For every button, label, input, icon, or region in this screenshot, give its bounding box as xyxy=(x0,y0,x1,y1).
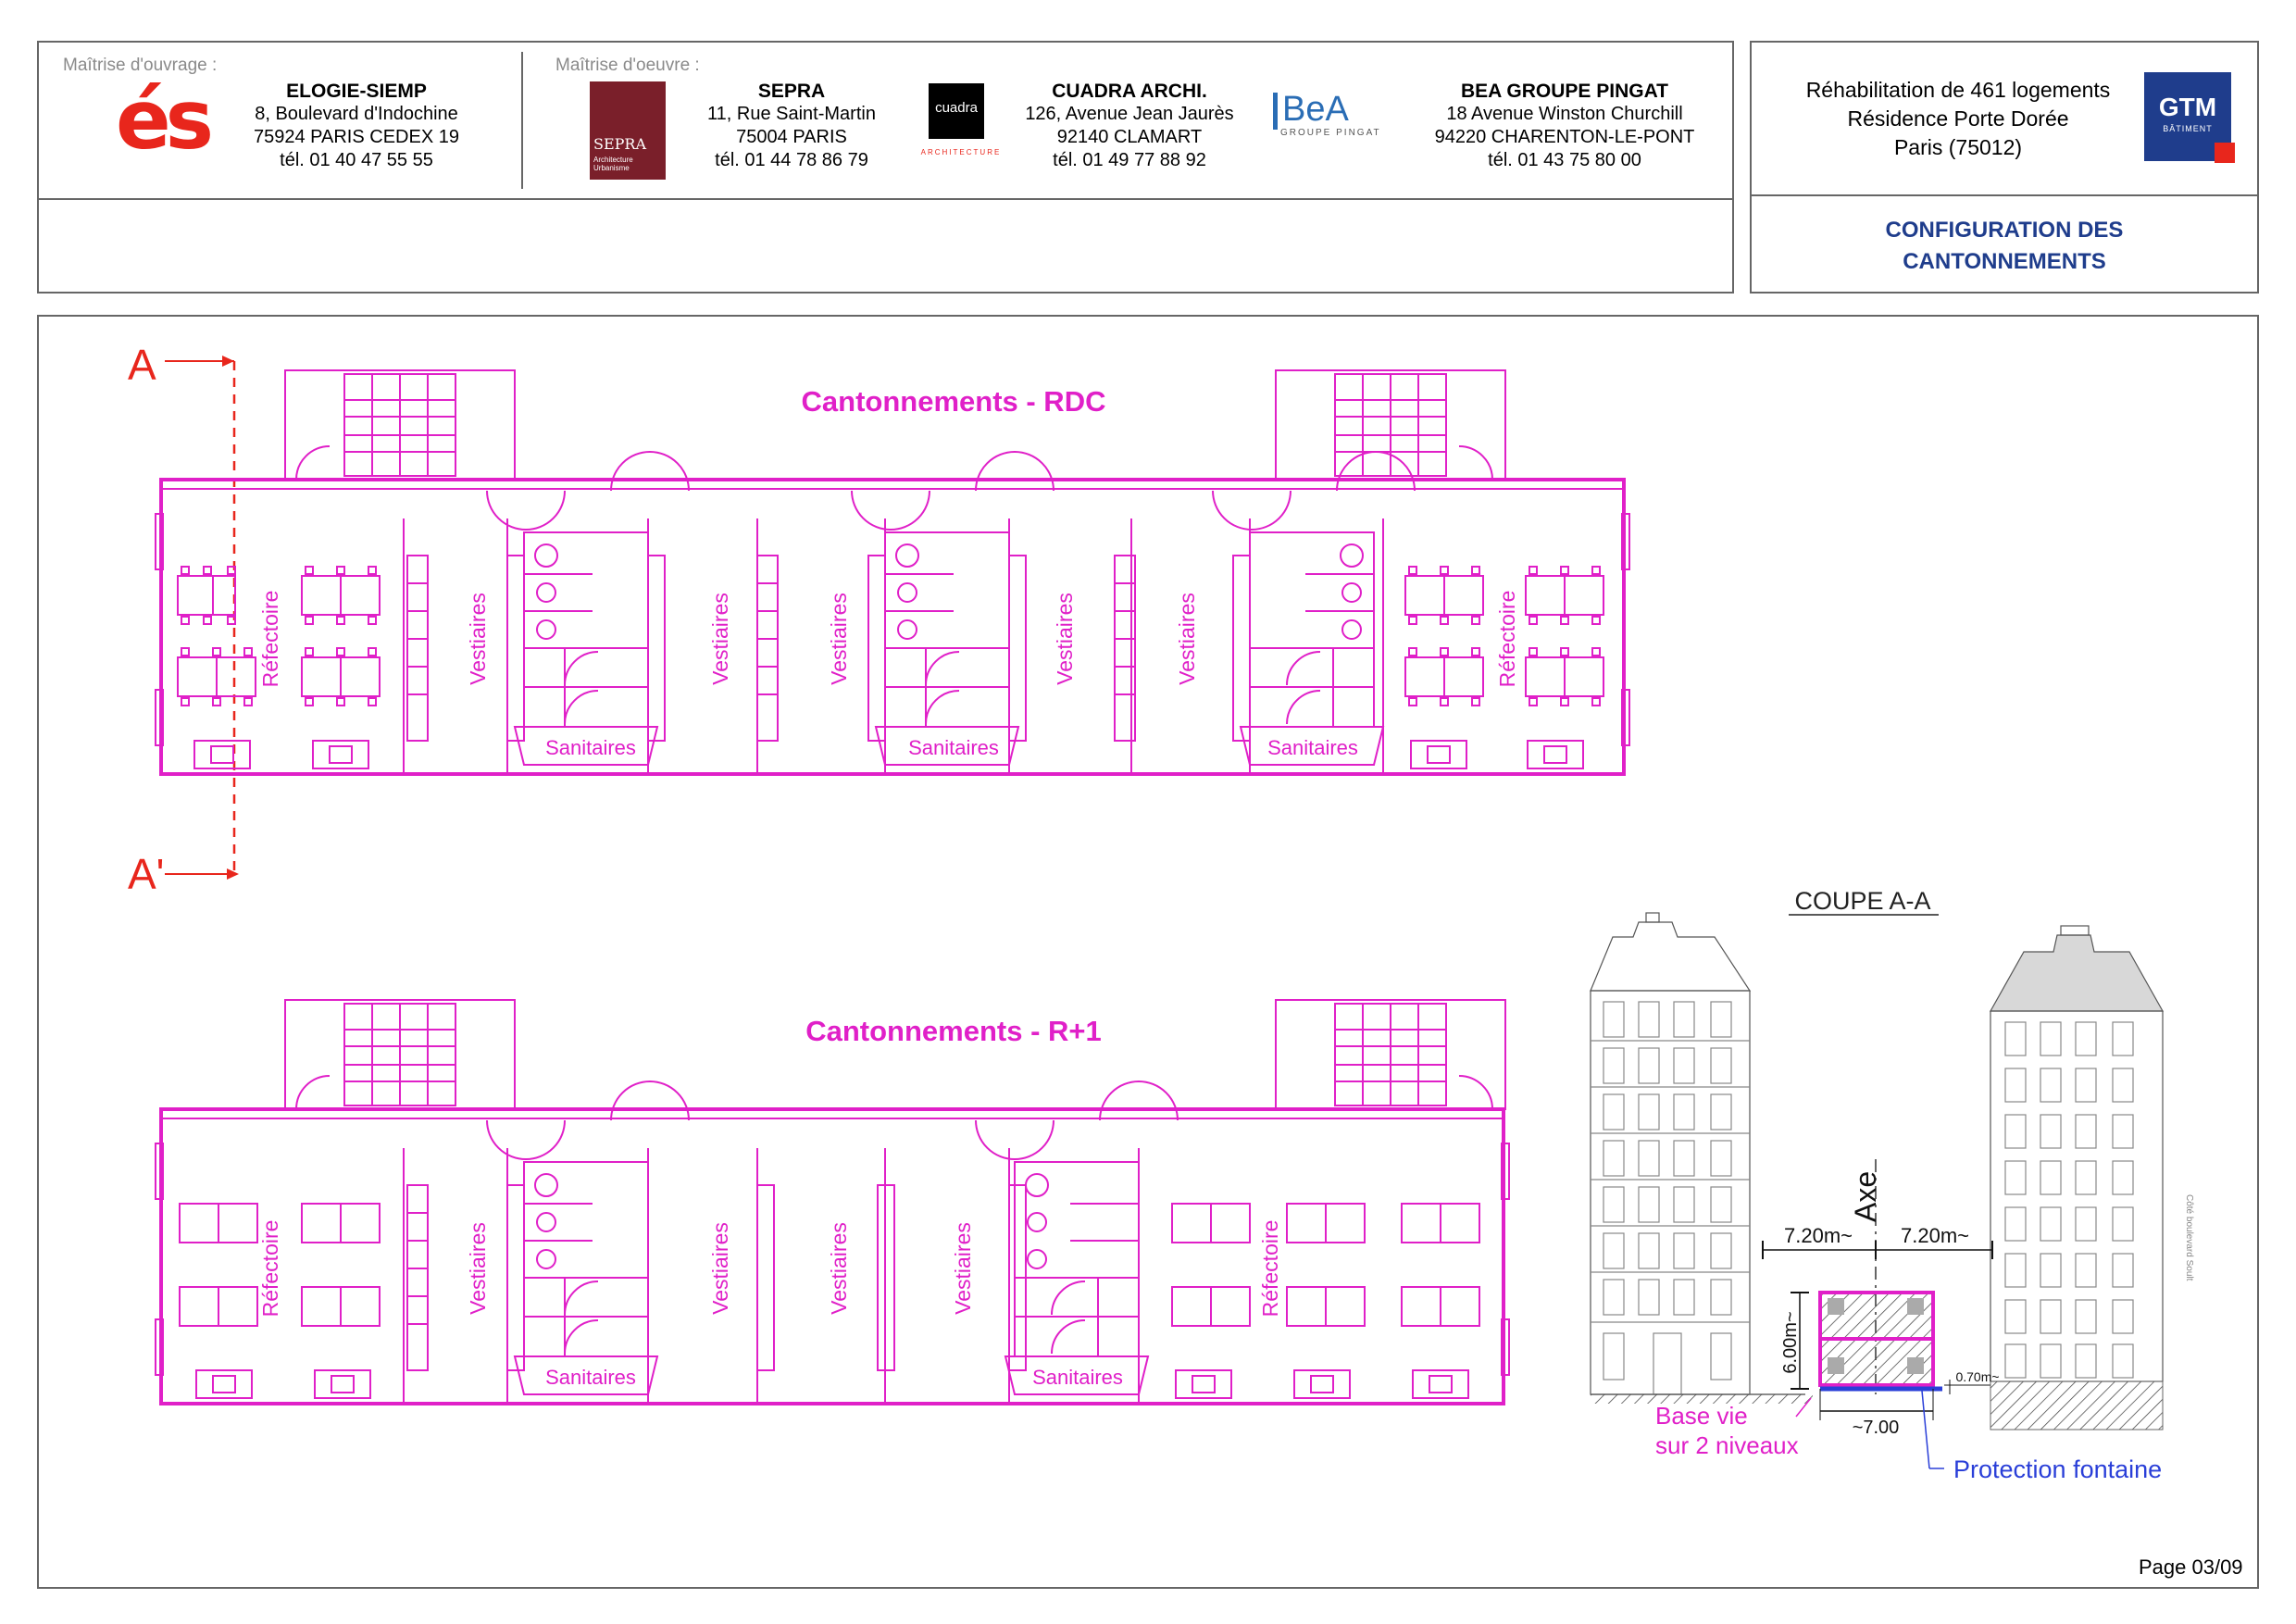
cuadra-logo-sub: ARCHITECTURE xyxy=(920,148,1002,156)
project-line3: Paris (75012) xyxy=(1893,135,2023,159)
sepra-name: SEPRA xyxy=(757,81,826,102)
coupe-protection: Protection fontaine xyxy=(1953,1455,2163,1483)
cuadra-logo-text: cuadra xyxy=(935,100,978,116)
plan-rdc xyxy=(156,370,1629,774)
rdc-vestiaires-3: Vestiaires xyxy=(827,593,851,685)
left-building xyxy=(1591,913,1750,1394)
r1-refectoire-left: Réfectoire xyxy=(258,1219,282,1318)
coupe-dim-height: 6.00m~ xyxy=(1780,1311,1801,1374)
r1-sanitaires-1: Sanitaires xyxy=(545,1366,636,1389)
bea-city: 94220 CHARENTON-LE-PONT xyxy=(1434,127,1695,147)
gtm-logo-text: GTM xyxy=(2158,93,2217,121)
r1-vestiaires-1: Vestiaires xyxy=(466,1222,490,1315)
maitrise-oeuvre-label: Maîtrise d'oeuvre : xyxy=(555,56,700,75)
rdc-vestiaires-2: Vestiaires xyxy=(708,593,732,685)
coupe-dim-small: 0.70m~ xyxy=(1955,1369,2000,1384)
gtm-logo-sub: BÂTIMENT xyxy=(2163,124,2213,133)
cuadra-name: CUADRA ARCHI. xyxy=(1052,81,1207,102)
rdc-sanitaires-1: Sanitaires xyxy=(545,736,636,759)
plan-rdc-labels xyxy=(258,385,1519,759)
right-building xyxy=(1990,926,2163,1381)
sepra-tel: tél. 01 44 78 86 79 xyxy=(715,150,868,170)
section-label-a-prime: A' xyxy=(128,850,165,898)
rdc-sanitaires-3: Sanitaires xyxy=(1267,736,1358,759)
coupe-base-vie-line1: Base vie xyxy=(1655,1402,1748,1430)
section-line xyxy=(128,341,239,898)
rdc-refectoire-right: Réfectoire xyxy=(1495,590,1519,688)
bea-tel: tél. 01 43 75 80 00 xyxy=(1488,150,1641,170)
rdc-vestiaires-5: Vestiaires xyxy=(1175,593,1199,685)
bea-address: 18 Avenue Winston Churchill xyxy=(1446,104,1683,124)
coupe-dim-left: 7.20m~ xyxy=(1784,1224,1853,1247)
r1-vestiaires-4: Vestiaires xyxy=(951,1222,975,1315)
r1-sanitaires-2: Sanitaires xyxy=(1032,1366,1123,1389)
sepra-logo-text: SEPRA xyxy=(593,135,647,153)
elogie-name: ELOGIE-SIEMP xyxy=(286,81,427,102)
coupe-street-text: Côté boulevard Soult xyxy=(2184,1194,2194,1281)
sheet-title-line2: CANTONNEMENTS xyxy=(1903,249,2106,274)
rdc-title: Cantonnements - RDC xyxy=(801,385,1106,418)
plan-r1 xyxy=(156,1000,1509,1404)
coupe-axe-label: Axe xyxy=(1849,1170,1882,1222)
rdc-sanitaires-2: Sanitaires xyxy=(908,736,999,759)
elogie-address: 8, Boulevard d'Indochine xyxy=(255,104,458,124)
project-line1: Réhabilitation de 461 logements xyxy=(1805,78,2111,102)
coupe-dim-width: ~7.00 xyxy=(1852,1418,1900,1438)
coupe-base-vie-line2: sur 2 niveaux xyxy=(1655,1431,1799,1459)
sepra-logo-sub: Architecture Urbanisme xyxy=(593,156,633,172)
cuadra-city: 92140 CLAMART xyxy=(1056,127,1203,147)
cuadra-address: 126, Avenue Jean Jaurès xyxy=(1025,104,1234,124)
section-label-a: A xyxy=(128,341,156,389)
r1-refectoire-right: Réfectoire xyxy=(1258,1219,1282,1318)
plan-r1-labels xyxy=(258,1015,1282,1389)
elogie-logo-text: és xyxy=(116,72,209,168)
r1-vestiaires-3: Vestiaires xyxy=(827,1222,851,1315)
bea-logo-text: BeA xyxy=(1282,90,1349,129)
r1-vestiaires-2: Vestiaires xyxy=(708,1222,732,1315)
elogie-city: 75924 PARIS CEDEX 19 xyxy=(254,127,459,147)
coupe-title: COUPE A-A xyxy=(1794,887,1931,915)
rdc-vestiaires-4: Vestiaires xyxy=(1053,593,1077,685)
r1-title: Cantonnements - R+1 xyxy=(805,1015,1102,1047)
maitrise-ouvrage-label: Maîtrise d'ouvrage : xyxy=(63,56,218,75)
cuadra-tel: tél. 01 49 77 88 92 xyxy=(1053,150,1206,170)
sepra-address: 11, Rue Saint-Martin xyxy=(707,104,876,124)
rdc-refectoire-left: Réfectoire xyxy=(258,590,282,688)
bea-logo-sub: GROUPE PINGAT xyxy=(1280,128,1381,138)
coupe-section xyxy=(1591,887,2194,1483)
sepra-city: 75004 PARIS xyxy=(736,127,847,147)
sheet-title-line1: CONFIGURATION DES xyxy=(1885,218,2124,243)
elogie-tel: tél. 01 40 47 55 55 xyxy=(280,150,433,170)
coupe-dim-right: 7.20m~ xyxy=(1901,1224,1969,1247)
bea-name: BEA GROUPE PINGAT xyxy=(1460,81,1669,102)
project-line2: Résidence Porte Dorée xyxy=(1847,106,2069,131)
rdc-vestiaires-1: Vestiaires xyxy=(466,593,490,685)
page-number: Page 03/09 xyxy=(2139,1555,2243,1579)
